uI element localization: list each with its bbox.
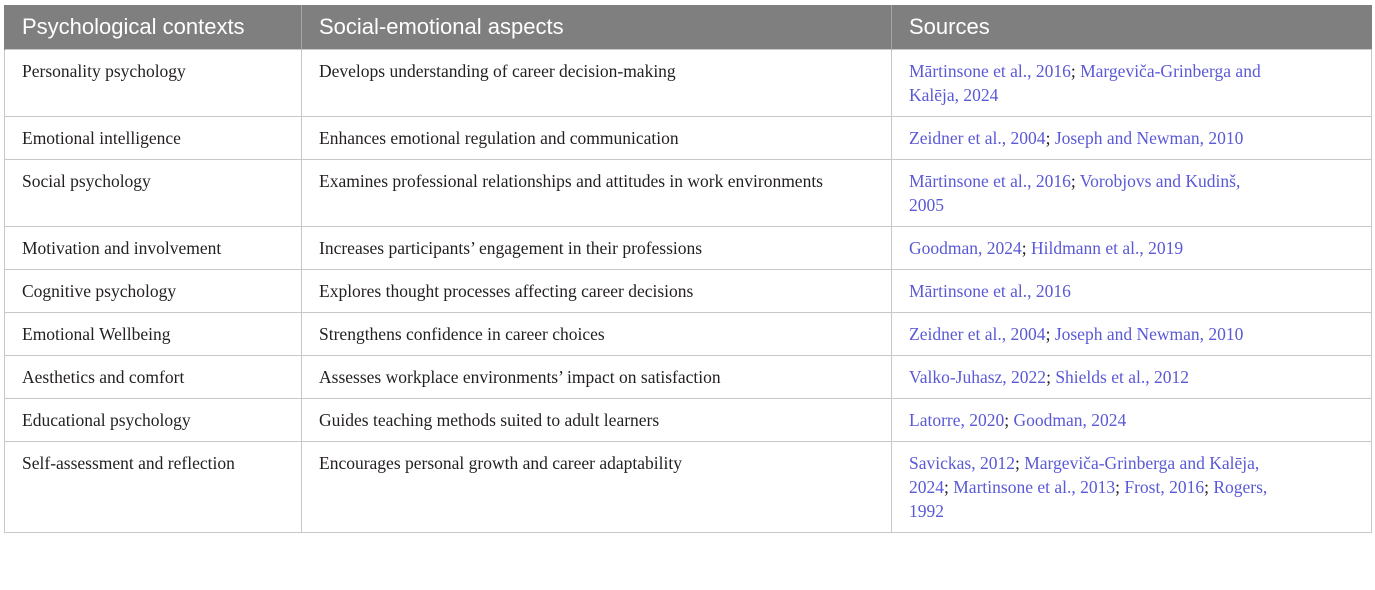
- citation-link[interactable]: Martinsone et al., 2013: [953, 477, 1116, 497]
- sources-cell: Valko-Juhasz, 2022; Shields et al., 2012: [892, 356, 1372, 399]
- context-cell: Cognitive psychology: [5, 270, 302, 313]
- context-cell: Educational psychology: [5, 399, 302, 442]
- sources-cell: Zeidner et al., 2004; Joseph and Newman, 2010: [892, 117, 1372, 160]
- header-row: [5, 5, 1372, 50]
- context-cell: Personality psychology: [5, 50, 302, 117]
- citation-link[interactable]: Vorobjovs and Kudinš, 2005: [909, 171, 1241, 215]
- aspect-cell: Encourages personal growth and career adaptability: [302, 442, 892, 533]
- table-row: [5, 313, 1372, 356]
- table-row: [5, 160, 1372, 227]
- citation-link[interactable]: Zeidner et al., 2004: [909, 324, 1046, 344]
- header-psychological-contexts: Psychological contexts: [5, 5, 302, 50]
- table-row: [5, 227, 1372, 270]
- table-row: [5, 270, 1372, 313]
- context-cell: Social psychology: [5, 160, 302, 227]
- sources-cell: Zeidner et al., 2004; Joseph and Newman, 2010: [892, 313, 1372, 356]
- sources-cell: Latorre, 2020; Goodman, 2024: [892, 399, 1372, 442]
- citation-link[interactable]: Valko-Juhasz, 2022: [909, 367, 1047, 387]
- context-cell: Emotional intelligence: [5, 117, 302, 160]
- citation-link[interactable]: Shields et al., 2012: [1055, 367, 1189, 387]
- literature-table: [4, 5, 1372, 533]
- table-row: [5, 356, 1372, 399]
- citation-link[interactable]: Goodman, 2024: [909, 238, 1022, 258]
- citation-link[interactable]: Rogers, 1992: [909, 477, 1268, 521]
- header-social-emotional-aspects: Social-emotional aspects: [302, 5, 892, 50]
- table-row: [5, 399, 1372, 442]
- aspect-cell: Assesses workplace environments’ impact on satisfaction: [302, 356, 892, 399]
- aspect-cell: Increases participants’ engagement in their professions: [302, 227, 892, 270]
- aspect-cell: Guides teaching methods suited to adult learners: [302, 399, 892, 442]
- sources-cell: Goodman, 2024; Hildmann et al., 2019: [892, 227, 1372, 270]
- citation-link[interactable]: Joseph and Newman, 2010: [1054, 128, 1244, 148]
- context-cell: Self-assessment and reflection: [5, 442, 302, 533]
- citation-link[interactable]: Joseph and Newman, 2010: [1054, 324, 1244, 344]
- citation-link[interactable]: Latorre, 2020: [909, 410, 1005, 430]
- citation-link[interactable]: Zeidner et al., 2004: [909, 128, 1046, 148]
- aspect-cell: Enhances emotional regulation and communication: [302, 117, 892, 160]
- table-row: [5, 442, 1372, 533]
- citation-link[interactable]: Savickas, 2012: [909, 453, 1015, 473]
- header-sources: Sources: [892, 5, 1372, 50]
- table-row: [5, 117, 1372, 160]
- sources-cell: Mārtinsone et al., 2016; Margeviča-Grinberga and Kalēja, 2024: [892, 50, 1372, 117]
- citation-link[interactable]: Mārtinsone et al., 2016: [909, 281, 1071, 301]
- context-cell: Motivation and involvement: [5, 227, 302, 270]
- aspect-cell: Strengthens confidence in career choices: [302, 313, 892, 356]
- citation-link[interactable]: Hildmann et al., 2019: [1031, 238, 1184, 258]
- aspect-cell: Develops understanding of career decision-making: [302, 50, 892, 117]
- context-cell: Aesthetics and comfort: [5, 356, 302, 399]
- citation-link[interactable]: Mārtinsone et al., 2016: [909, 171, 1071, 191]
- citation-link[interactable]: Goodman, 2024: [1013, 410, 1127, 430]
- aspect-cell: Explores thought processes affecting career decisions: [302, 270, 892, 313]
- citation-link[interactable]: Frost, 2016: [1124, 477, 1205, 497]
- sources-cell: Savickas, 2012; Margeviča-Grinberga and Kalēja, 2024; Martinsone et al., 2013; Frost, 2016; Rogers, 1992: [892, 442, 1372, 533]
- citation-link[interactable]: Margeviča-Grinberga and Kalēja, 2024: [909, 61, 1261, 105]
- citation-link[interactable]: Margeviča-Grinberga and Kalēja, 2024: [909, 453, 1260, 497]
- sources-cell: Mārtinsone et al., 2016; Vorobjovs and Kudinš, 2005: [892, 160, 1372, 227]
- context-cell: Emotional Wellbeing: [5, 313, 302, 356]
- sources-cell: [892, 270, 1372, 313]
- citation-link[interactable]: Mārtinsone et al., 2016: [909, 61, 1071, 81]
- table-row: [5, 50, 1372, 117]
- aspect-cell: Examines professional relationships and attitudes in work environments: [302, 160, 892, 227]
